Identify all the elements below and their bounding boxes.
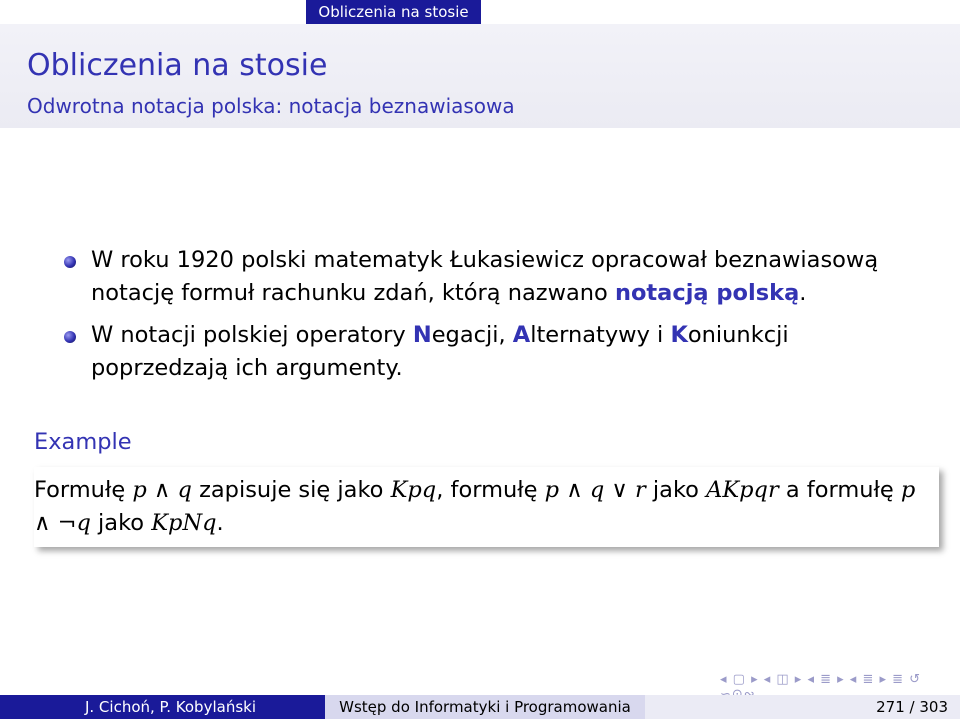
bullet-ball-icon — [64, 256, 76, 268]
example-text-3: , formułę — [436, 477, 545, 503]
example-title: Example — [34, 429, 132, 455]
bullet-2-n: N — [412, 322, 432, 348]
bullet-1-highlight: notacją polską — [614, 280, 800, 306]
formula-3: p ∧ q ∨ r — [544, 477, 646, 503]
formula-5: p ∧ ¬q — [34, 477, 916, 536]
bullet-2-k-rest: oniunkcji poprzedzają ich argumenty. — [91, 322, 789, 381]
frame-subtitle: Odwrotna notacja polska: notacja beznawiasowa — [27, 94, 515, 118]
bullet-2-start: W notacji polskiej operatory — [91, 322, 413, 348]
example-text-6: jako — [90, 510, 152, 536]
formula-6: KpNq — [151, 510, 217, 536]
footer-page-number: 271 / 303 — [645, 695, 960, 719]
footer — [0, 695, 960, 719]
footer-course: Wstęp do Informatyki i Programowania — [325, 695, 645, 719]
example-text-4: jako — [645, 477, 707, 503]
frame-title-bar — [0, 24, 960, 128]
top-navbar — [0, 0, 960, 24]
bullet-1-end: . — [799, 280, 807, 306]
bullet-2-n-rest: egacji, — [431, 322, 513, 348]
footer-authors: J. Cichoń, P. Kobylański — [0, 695, 325, 719]
formula-2: Kpq — [390, 477, 437, 503]
section-tab[interactable]: Obliczenia na stosie — [306, 0, 481, 24]
example-text-7: . — [216, 510, 224, 536]
example-text-2: zapisuje się jako — [191, 477, 391, 503]
bullet-list — [64, 244, 924, 394]
example-block — [34, 467, 939, 547]
bullet-1-text: W roku 1920 polski matematyk Łukasiewicz opracował beznawiasową notację formuł rachunku zdań, którą nazwano — [91, 247, 879, 306]
list-item — [64, 319, 924, 385]
formula-1: p ∧ q — [132, 477, 192, 503]
frame-title: Obliczenia na stosie — [27, 48, 328, 83]
example-text — [34, 474, 934, 540]
example-text-1: Formułę — [34, 477, 133, 503]
bullet-ball-icon — [64, 331, 76, 343]
list-item — [64, 244, 924, 310]
beamer-navigation-icons[interactable]: ◂ ▢ ▸ ◂ ◫ ▸ ◂ ≣ ▸ ◂ ≣ ▸ ≣ ↺ — [720, 672, 922, 687]
formula-4: AKpqr — [706, 477, 779, 503]
example-text-5: a formułę — [778, 477, 901, 503]
bullet-2-a: A — [512, 322, 531, 348]
bullet-2-k: K — [670, 322, 688, 348]
bullet-2-a-rest: lternatywy i — [530, 322, 671, 348]
